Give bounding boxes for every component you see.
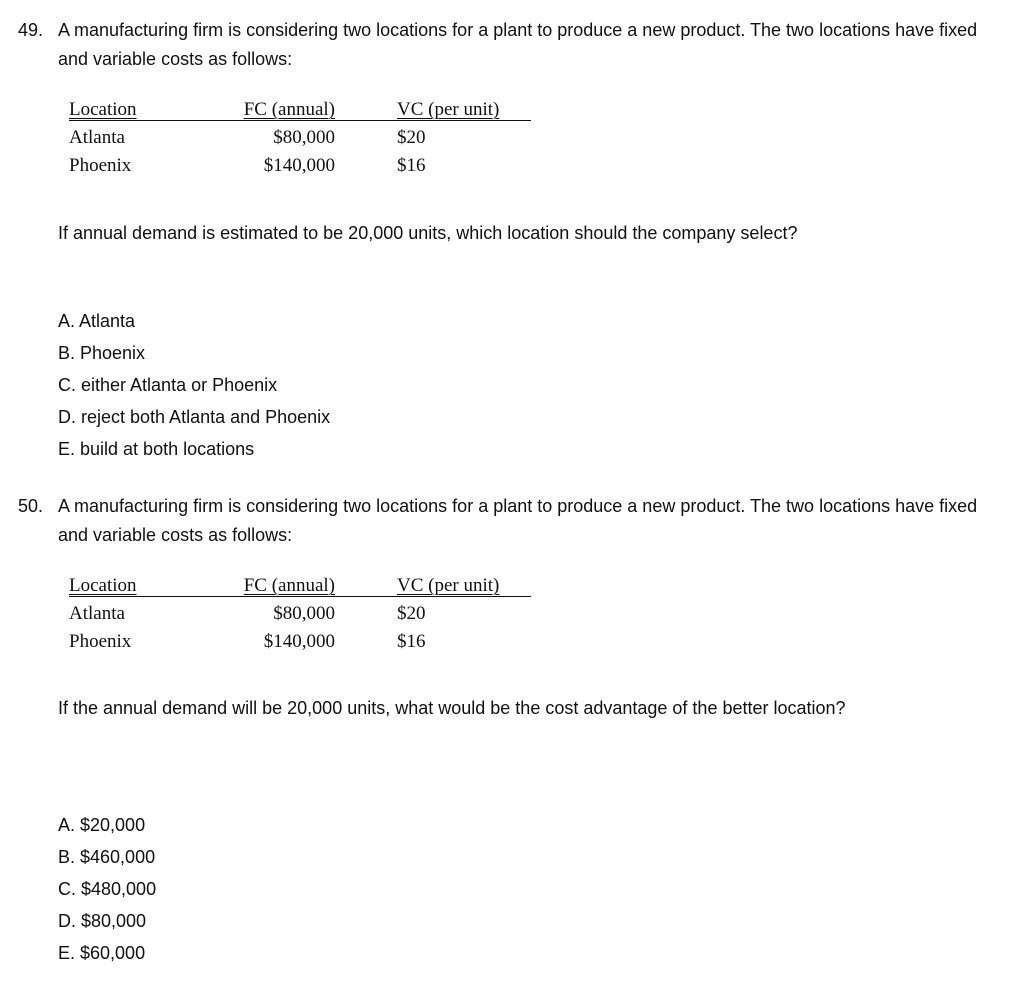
table-cell-fixed-cost: $140,000 [263, 631, 335, 652]
table-header-fixed-cost: FC (annual) [243, 575, 335, 596]
answer-option[interactable]: C. $480,000 [58, 879, 157, 899]
answer-option[interactable]: E. $60,000 [58, 943, 146, 963]
question-stem [0, 492, 1024, 550]
table-column-fixed-cost [214, 572, 335, 656]
table-header-location: Location [69, 575, 137, 596]
question-49 [0, 16, 1024, 459]
answer-option[interactable]: D. reject both Atlanta and Phoenix [58, 407, 331, 427]
answer-options [58, 305, 330, 465]
table-header-variable-cost: VC (per unit) [397, 99, 500, 120]
question-stem-text: A manufacturing firm is considering two locations for a plant to produce a new product. The two locations have fixed and variable costs as follows: [58, 20, 978, 69]
question-stem-text: A manufacturing firm is considering two locations for a plant to produce a new product. The two locations have fixed and variable costs as follows: [58, 496, 978, 545]
question-number: 49. [18, 20, 44, 40]
table-cell-fixed-cost: $80,000 [273, 127, 335, 148]
answer-option[interactable]: E. build at both locations [58, 439, 255, 459]
table-column-fixed-cost [214, 96, 335, 180]
table-header-variable-cost: VC (per unit) [397, 575, 500, 596]
question-number: 50. [18, 496, 44, 516]
table-cell-variable-cost: $16 [397, 631, 426, 652]
question-50 [0, 492, 1024, 963]
answer-option[interactable]: B. Phoenix [58, 343, 146, 363]
table-cell-variable-cost: $16 [397, 155, 426, 176]
question-stem [0, 16, 1024, 74]
table-column-location [69, 572, 214, 656]
table-column-variable-cost [397, 96, 531, 180]
table-cell-location: Atlanta [69, 603, 125, 624]
table-header-location: Location [69, 99, 137, 120]
cost-table [69, 572, 531, 662]
table-cell-location: Phoenix [69, 631, 132, 652]
answer-option[interactable]: D. $80,000 [58, 911, 147, 931]
table-cell-fixed-cost: $140,000 [263, 155, 335, 176]
table-cell-variable-cost: $20 [397, 127, 426, 148]
table-cell-variable-cost: $20 [397, 603, 426, 624]
answer-option[interactable]: A. $20,000 [58, 815, 146, 835]
table-cell-fixed-cost: $80,000 [273, 603, 335, 624]
cost-table [69, 96, 531, 186]
table-column-variable-cost [397, 572, 531, 656]
table-column-location [69, 96, 214, 180]
table-header-fixed-cost: FC (annual) [243, 99, 335, 120]
answer-option[interactable]: B. $460,000 [58, 847, 156, 867]
answer-option[interactable]: C. either Atlanta or Phoenix [58, 375, 278, 395]
table-cell-location: Phoenix [69, 155, 132, 176]
answer-options [58, 809, 156, 969]
answer-option[interactable]: A. Atlanta [58, 311, 136, 331]
question-prompt: If the annual demand will be 20,000 units, what would be the cost advantage of the better location? [58, 698, 846, 718]
question-prompt: If annual demand is estimated to be 20,000 units, which location should the company select? [58, 223, 798, 243]
table-cell-location: Atlanta [69, 127, 125, 148]
